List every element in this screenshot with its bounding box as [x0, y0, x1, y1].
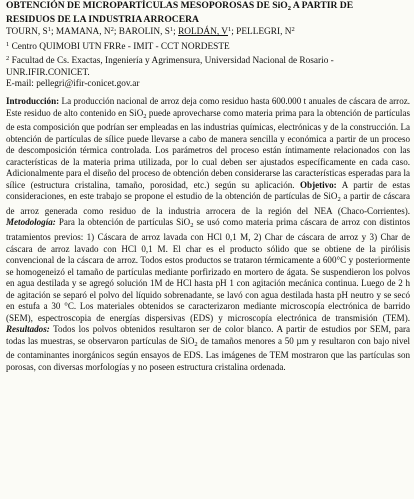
author-1: TOURN, S [6, 27, 48, 37]
methodology-text-1: Para la obtención de partículas SiO [55, 217, 191, 228]
title-line1: OBTENCIÓN DE MICROPARTÍCULAS MESOPOROSAS DE SiO [6, 0, 288, 11]
author-sep: ; [173, 27, 179, 37]
methodology-subscript: 2 [190, 222, 194, 230]
objective-label: Objetivo: [300, 179, 337, 190]
intro-text-2: puede aprovecharse como materia prima para la obtención de partículas de esta composición que podrían ser empleadas en las industrias químicas, electrónicas y de la construcción. La obtención de partículas de sílice puede llevarse a cabo de manera sencilla y económica a partir de un proceso de descomposición térmica controlada. Los parámetros del proceso están íntimamente relacionados con las características de la materia prima utilizada, por lo cual deben ser ajustados específicamente en cada caso. Adicionalmente para el diseño del proceso de obtención deben considerarse las características esperadas para la sílice (estructura cristalina, tamaño, porosidad, etc.) según su aplicación. [6, 107, 410, 190]
results-text-2: de tamaños menores a 50 µm y resultaron con bajo nivel de contaminantes inorgánicos según ensayos de EDS. Las imágenes de TEM mostraron que las partículas son porosas, con diversas morfologías y no poseen estructura cristalina ordenada. [6, 335, 411, 373]
affiliation-2-cont [6, 68, 410, 80]
results-label: Resultados: [6, 324, 50, 335]
intro-label: Introducción: [6, 96, 60, 106]
author-5: ; PELLEGRI, N [231, 27, 292, 37]
contact-email: E-mail: pellegri@ifir-conicet.gov.ar [6, 79, 140, 90]
author-block [6, 24, 410, 91]
author-4-affil: 1 [228, 26, 232, 33]
objective-text-2: a partir de cáscara de arroz generada como residuo de la industria arrocera de la región del NEA (Chaco-Corrientes). [6, 191, 410, 216]
presenting-author: ROLDÁN, V [178, 27, 229, 37]
results-subscript: 2 [194, 340, 198, 348]
affiliation-2-text: Facultad de Cs. Exactas, Ingeniería y Agrimensura, Universidad Nacional de Rosario - [9, 56, 334, 67]
author-2-affil: 2 [110, 26, 114, 33]
paper-title [6, 0, 410, 25]
author-3: ; BAROLIN, S [113, 27, 170, 37]
author-5-affil: 2 [291, 26, 295, 33]
title-subscript: 2 [287, 5, 291, 12]
affiliation-1 [6, 39, 410, 54]
methodology-label: Metodología: [6, 217, 56, 228]
affiliation-1-mark: 1 [6, 40, 10, 48]
author-list [6, 24, 410, 39]
affiliation-2 [6, 53, 410, 68]
affiliation-2-mark: 2 [6, 55, 10, 63]
results-text-1: Todos los polvos obtenidos resultaron ser de color blanco. A partir de estudios por SEM, para todas las muestras, se observaron partículas de SiO [6, 324, 410, 346]
intro-subscript: 2 [143, 112, 147, 120]
objective-subscript: 2 [337, 196, 341, 204]
affiliation-1-text: Centro QUIMOBI UTN FRRe - IMIT - CCT NORDESTE [9, 41, 230, 52]
title-line2: RESIDUOS DE LA INDUSTRIA ARROCERA [6, 14, 199, 25]
intro-text-1: La producción nacional de arroz deja como residuo hasta 600.000 t anuales de cáscara de arroz. Este residuo de alto contenido en SiO [6, 96, 410, 118]
title-line1-end: A PARTIR DE [291, 0, 354, 11]
author-1-affil: 1 [47, 26, 51, 33]
abstract-body [6, 96, 410, 374]
affiliation-2-text-cont: UNR.IFIR.CONICET. [6, 67, 90, 78]
author-2: ; MAMANA, N [50, 27, 111, 37]
author-3-affil: 1 [169, 26, 174, 33]
methodology-text-2: se usó como materia prima cáscara de arroz con distintos tratamientos previos: 1) Cáscara de arroz lavada con HCl 0,1 M, 2) Char de cáscara de arroz y 3) Char de cáscara de arroz lavado con HCl 0,1 M. El char es el producto sólido que se obtiene de la pirólisis convencional de la cáscara de arroz. Todos estos productos se trataron térmicamente a 600°C y posteriormente se homogeneizó el tamaño de partículas mediante porfirizado en mortero de ágata. Se suspendieron los polvos en agua destilada y se agregó solución 1M de HCl hasta pH 1 con agitación mecánica continua. Luego de 2 h de agitación se separó el polvo del líquido sobrenadante, se lavó con agua destilada hasta pH neutro y se secó en estufa a 30 °C. Los materiales obtenidos se caracterizaron mediante microscopía electrónica de barrido (SEM), espectroscopia de energías dispersivas (EDS) y microscopía electrónica de transmisión (TEM). [6, 217, 410, 323]
objective-text-1: A partir de estas consideraciones, en este trabajo se propone el estudio de la obtención de partículas de SiO [6, 179, 410, 202]
